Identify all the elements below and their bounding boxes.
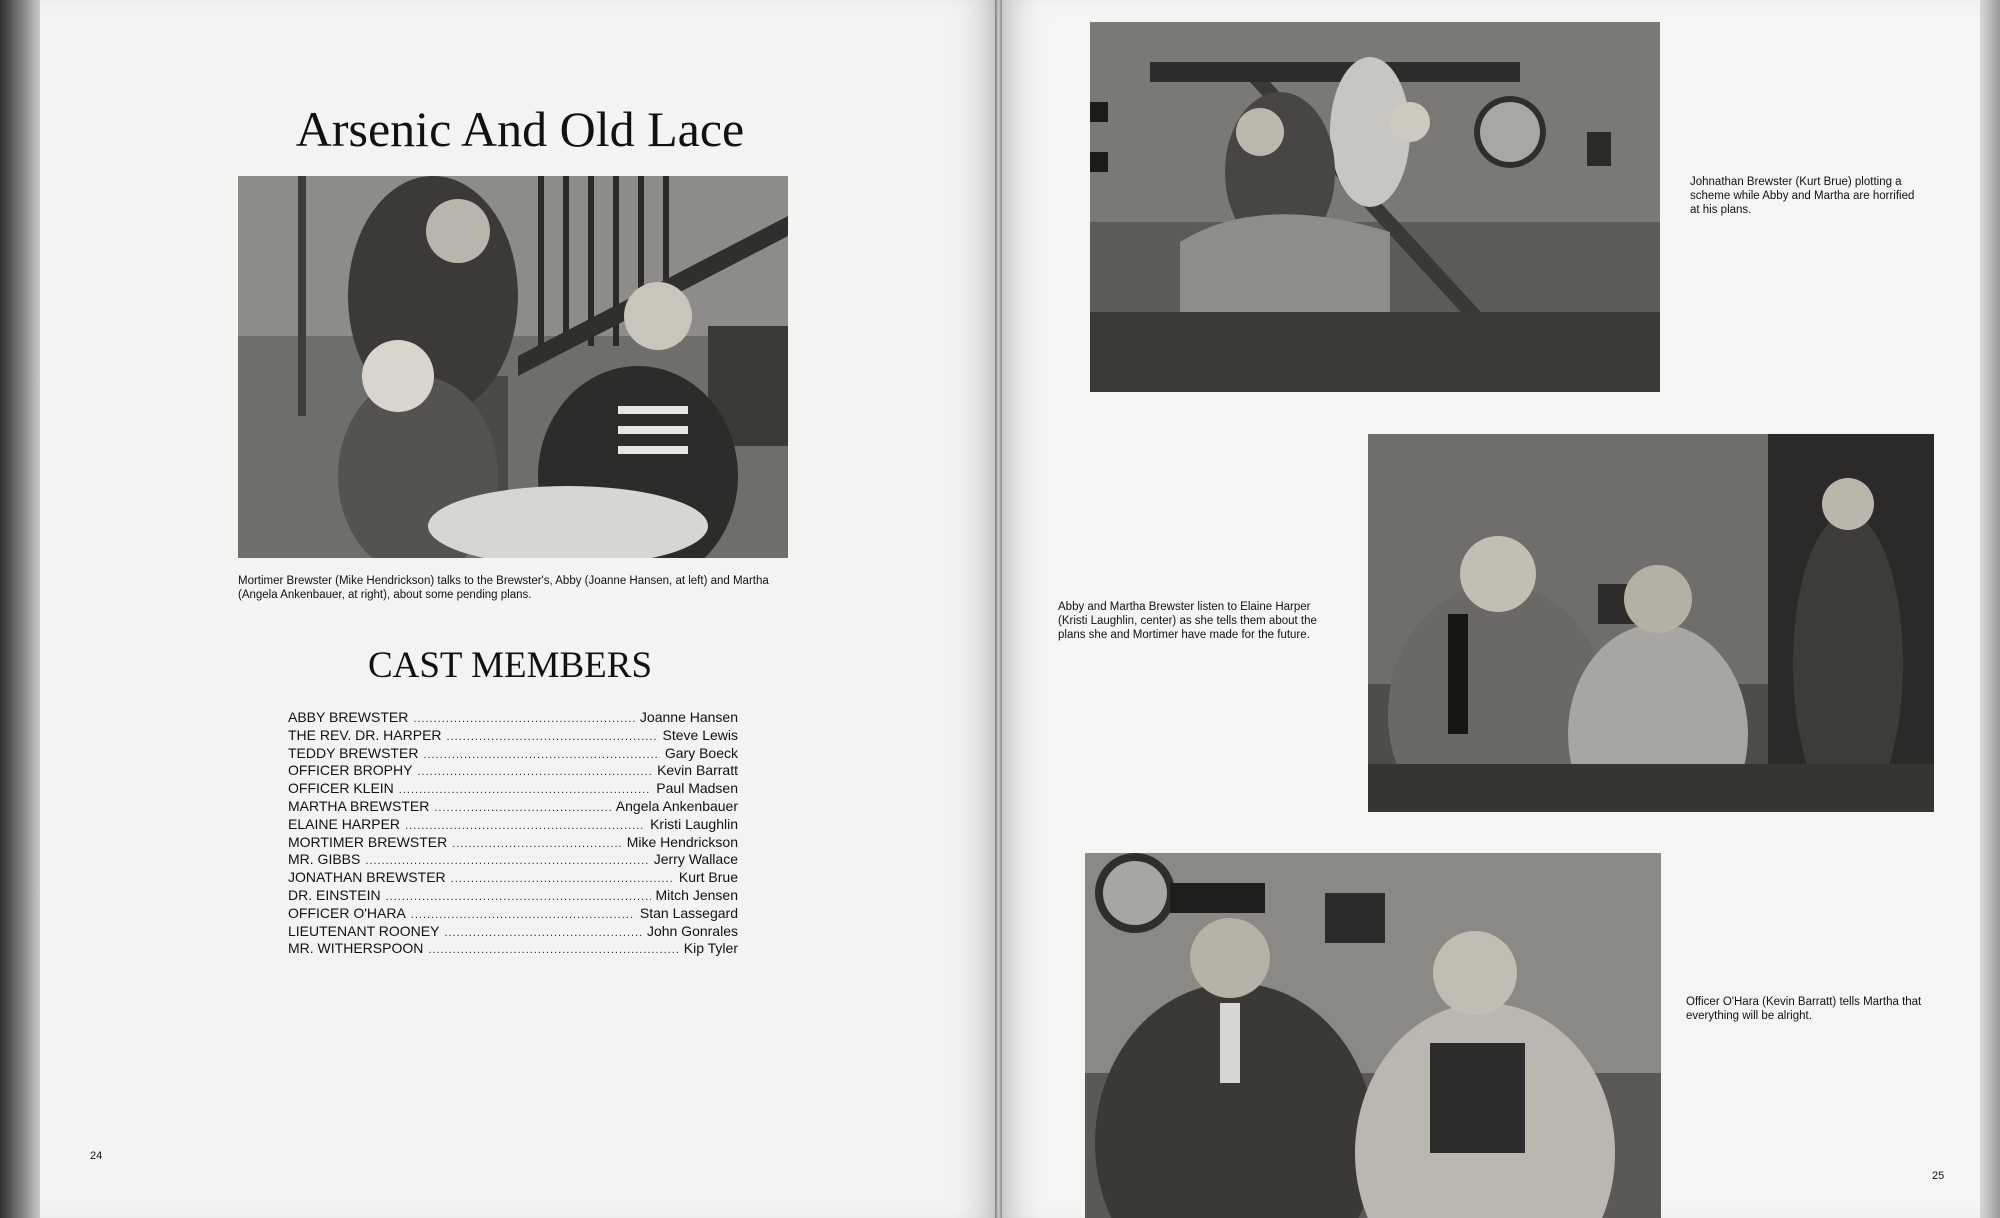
- leader-dots: [444, 927, 642, 939]
- photo-caption: Mortimer Brewster (Mike Hendrickson) talks to the Brewster's, Abby (Joanne Hansen, at left) and Martha (Angela Ankenbauer, at right), about some pending plans.: [238, 575, 769, 601]
- book-gutter: [995, 0, 1002, 1218]
- photo-caption: Officer O'Hara (Kevin Barratt) tells Martha that everything will be alright.: [1686, 996, 1922, 1022]
- cast-row: [288, 709, 738, 727]
- cast-role: MR. GIBBS: [288, 851, 361, 868]
- cast-role: ABBY BREWSTER: [288, 709, 409, 725]
- cast-actor: Gary Boeck: [664, 744, 738, 761]
- leader-dots: [413, 713, 635, 725]
- cast-row: [288, 727, 738, 745]
- cast-role: THE REV. DR. HARPER: [288, 726, 442, 743]
- leader-dots: [405, 820, 645, 832]
- cast-row: [288, 940, 738, 958]
- leader-dots: [386, 891, 651, 903]
- cast-role: LIEUTENANT ROONEY: [288, 922, 440, 939]
- scene-illustration: [1368, 434, 1934, 812]
- leader-dots: [417, 766, 652, 778]
- book-edge-right: [1980, 0, 2000, 1218]
- cast-list: [288, 709, 738, 958]
- scene-illustration: [1085, 853, 1661, 1218]
- scene-illustration: [238, 176, 788, 558]
- cast-row: [288, 834, 738, 852]
- cast-role: DR. EINSTEIN: [288, 886, 381, 903]
- cast-heading: CAST MEMBERS: [367, 645, 653, 686]
- cast-actor: Paul Madsen: [656, 780, 738, 797]
- cast-actor: John Gonrales: [646, 922, 738, 939]
- leader-dots: [452, 838, 622, 850]
- cast-actor: Kurt Brue: [678, 869, 738, 886]
- leader-dots: [428, 944, 678, 956]
- leader-dots: [423, 749, 659, 761]
- cast-actor: Kip Tyler: [683, 940, 738, 957]
- leader-dots: [411, 909, 635, 921]
- leader-dots: [399, 784, 651, 796]
- cast-row: [288, 798, 738, 816]
- cast-role: TEDDY BREWSTER: [288, 744, 419, 761]
- photo-johnathan-stairs: [1090, 22, 1660, 392]
- leader-dots: [434, 802, 610, 814]
- cast-actor: Mike Hendrickson: [626, 833, 738, 850]
- cast-row: [288, 851, 738, 869]
- leader-dots: [365, 855, 648, 867]
- cast-role: OFFICER O'HARA: [288, 904, 406, 921]
- photo-abby-martha-elaine: [1368, 434, 1934, 812]
- cast-row: [288, 869, 738, 887]
- cast-actor: Stan Lassegard: [639, 904, 738, 921]
- cast-row: [288, 780, 738, 798]
- cast-actor: Mitch Jensen: [655, 886, 738, 903]
- cast-actor: Jerry Wallace: [653, 851, 738, 868]
- book-edge-left: [0, 0, 40, 1218]
- cast-role: MORTIMER BREWSTER: [288, 833, 448, 850]
- scene-illustration: [1090, 22, 1660, 392]
- cast-row: [288, 905, 738, 923]
- cast-row: [288, 887, 738, 905]
- photo-caption: Johnathan Brewster (Kurt Brue) plotting a scheme while Abby and Martha are horrified at his plans.: [1690, 176, 1915, 216]
- cast-actor: Joanne Hansen: [639, 709, 738, 725]
- photo-mortimer-abby-martha: [238, 176, 788, 558]
- cast-role: MARTHA BREWSTER: [288, 797, 430, 814]
- cast-row: [288, 762, 738, 780]
- cast-actor: Kristi Laughlin: [650, 815, 738, 832]
- cast-row: [288, 816, 738, 834]
- cast-role: JONATHAN BREWSTER: [288, 869, 446, 886]
- photo-caption: Abby and Martha Brewster listen to Elaine Harper (Kristi Laughlin, center) as she tells them about the plans she and Mortimer have made for the future.: [1058, 601, 1317, 641]
- cast-role: OFFICER KLEIN: [288, 780, 394, 797]
- page-number-left: 24: [90, 1150, 103, 1162]
- cast-row: [288, 745, 738, 763]
- cast-actor: Angela Ankenbauer: [615, 797, 738, 814]
- cast-row: [288, 923, 738, 941]
- cast-role: OFFICER BROPHY: [288, 762, 413, 779]
- cast-role: ELAINE HARPER: [288, 815, 401, 832]
- page-number-right: 25: [1932, 1170, 1945, 1182]
- leader-dots: [447, 731, 658, 743]
- cast-role: MR. WITHERSPOON: [288, 940, 424, 957]
- cast-actor: Kevin Barratt: [657, 762, 738, 779]
- photo-ohara-martha: [1085, 853, 1661, 1218]
- page-title: Arsenic And Old Lace: [295, 101, 745, 157]
- cast-actor: Steve Lewis: [662, 726, 738, 743]
- leader-dots: [451, 873, 674, 885]
